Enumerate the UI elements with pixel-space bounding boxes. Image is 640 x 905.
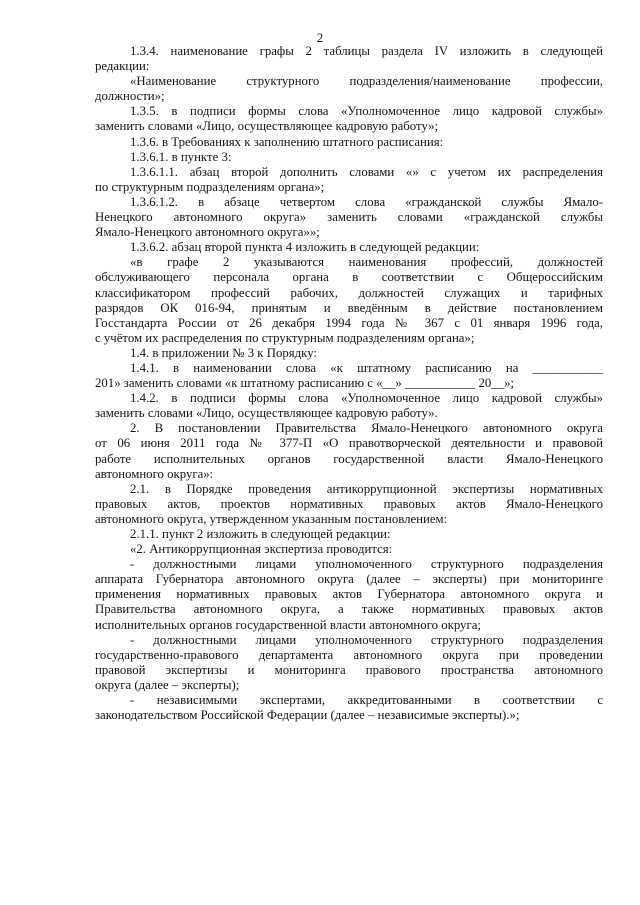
paragraph-p3 (95, 104, 603, 134)
text-line: разрядов ОК 016-94, принятым и введённым в действие постановлением (95, 300, 603, 315)
text-line: 1.4. в приложении № 3 к Порядку: (130, 345, 317, 360)
paragraph-p10 (95, 346, 603, 361)
paragraph-p1 (95, 44, 603, 74)
page-number: 2 (316, 30, 324, 45)
text-line: 1.3.6.1. в пункте 3: (130, 149, 232, 164)
text-line: по структурным подразделениям органа»; (95, 179, 325, 194)
text-line: должности»; (95, 89, 165, 104)
paragraph-p8 (95, 240, 603, 255)
text-line: обслуживающего персонала органа в соответствии с Общероссийским (95, 270, 603, 285)
text-line: 1.3.5. в подписи формы слова «Уполномоченное лицо кадровой службы» (130, 104, 603, 119)
text-line: правовых актов, проектов нормативных правовых актов Ямало-Ненецкого (95, 496, 603, 511)
paragraph-p2 (95, 74, 603, 104)
text-line: «2. Антикоррупционная экспертиза проводится: (130, 542, 393, 557)
text-line: 1.3.6.1.2. в абзаце четвертом слова «гражданской службы Ямало- (130, 194, 603, 209)
paragraph-p13 (95, 421, 603, 481)
text-line: работе исполнительных органов государственной власти Ямало-Ненецкого (95, 451, 603, 466)
text-line: 1.4.2. в подписи формы слова «Уполномоченное лицо кадровой службы» (130, 391, 603, 406)
paragraph-p6 (95, 165, 603, 195)
text-line: 1.3.6.2. абзац второй пункта 4 изложить в следующей редакции: (130, 240, 480, 255)
document-body (95, 44, 603, 723)
text-line: классификатором профессий рабочих, должностей служащих и тарифных (95, 285, 603, 300)
paragraph-p4 (95, 135, 603, 150)
text-line: 1.3.6. в Требованиях к заполнению штатного расписания: (130, 134, 444, 149)
text-line: округа (далее – эксперты); (95, 677, 240, 692)
text-line: Правительства автономного округа, а также нормативных правовых актов (95, 602, 603, 617)
paragraph-p14 (95, 482, 603, 527)
text-line: с учётом их распределения по структурным подразделениям органа»; (95, 330, 475, 345)
text-line: заменить словами «Лицо, осуществляющее кадровую работу»; (95, 119, 439, 134)
text-line: применения нормативных правовых актов Губернатора автономного округа и (95, 587, 603, 602)
paragraph-p9 (95, 255, 603, 346)
text-line: - должностными лицами уполномоченного структурного подразделения (130, 557, 603, 572)
text-line: автономного округа, утвержденном указанным постановлением: (95, 511, 448, 526)
paragraph-p18 (95, 633, 603, 693)
text-line: законодательством Российской Федерации (далее – независимые эксперты).»; (95, 708, 520, 723)
text-line: 2.1.1. пункт 2 изложить в следующей редакции: (130, 527, 391, 541)
text-line: правовой экспертизы и мониторинга правового пространства автономного (95, 662, 603, 677)
paragraph-p17 (95, 557, 603, 632)
text-line: 1.3.4. наименование графы 2 таблицы раздела IV изложить в следующей (130, 44, 603, 58)
paragraph-p12 (95, 391, 603, 421)
text-line: Ямало-Ненецкого автономного округа»»; (95, 225, 320, 240)
paragraph-p7 (95, 195, 603, 240)
text-line: аппарата Губернатора автономного округа (далее – эксперты) при мониторинге (95, 572, 603, 587)
text-line: государственно-правового департамента автономного округа при проведении (95, 647, 603, 662)
text-line: - независимыми экспертами, аккредитованными в соответствии с (130, 693, 603, 708)
text-line: 1.3.6.1.1. абзац второй дополнить словами «» с учетом их распределения (130, 164, 603, 179)
text-line: редакции: (95, 59, 150, 74)
text-line: 1.4.1. в наименовании слова «к штатному расписанию на ___________ (130, 360, 603, 375)
paragraph-p5 (95, 150, 603, 165)
paragraph-p15 (95, 527, 603, 542)
text-line: Ненецкого автономного округа» заменить словами «гражданской службы (95, 210, 603, 225)
text-line: «Наименование структурного подразделения/наименование профессии, (130, 74, 603, 89)
paragraph-p16 (95, 542, 603, 557)
paragraph-p19 (95, 693, 603, 723)
text-line: Госстандарта России от 26 декабря 1994 года № 367 с 01 января 1996 года, (95, 315, 603, 330)
text-line: заменить словами «Лицо, осуществляющее кадровую работу». (95, 406, 438, 421)
text-line: исполнительных органов государственной власти автономного округа; (95, 617, 481, 632)
paragraph-p11 (95, 361, 603, 391)
text-line: от 06 июня 2011 года № 377-П «О правотворческой деятельности и правовой (95, 436, 603, 451)
text-line: - должностными лицами уполномоченного структурного подразделения (130, 632, 603, 647)
text-line: автономного округа»: (95, 466, 214, 481)
text-line: 201» заменить словами «к штатному расписанию с «__» ___________ 20__»; (95, 376, 515, 391)
text-line: 2. В постановлении Правительства Ямало-Ненецкого автономного округа (130, 421, 603, 436)
text-line: 2.1. в Порядке проведения антикоррупционной экспертизы нормативных (130, 481, 603, 496)
text-line: «в графе 2 указываются наименования профессий, должностей (130, 255, 603, 270)
